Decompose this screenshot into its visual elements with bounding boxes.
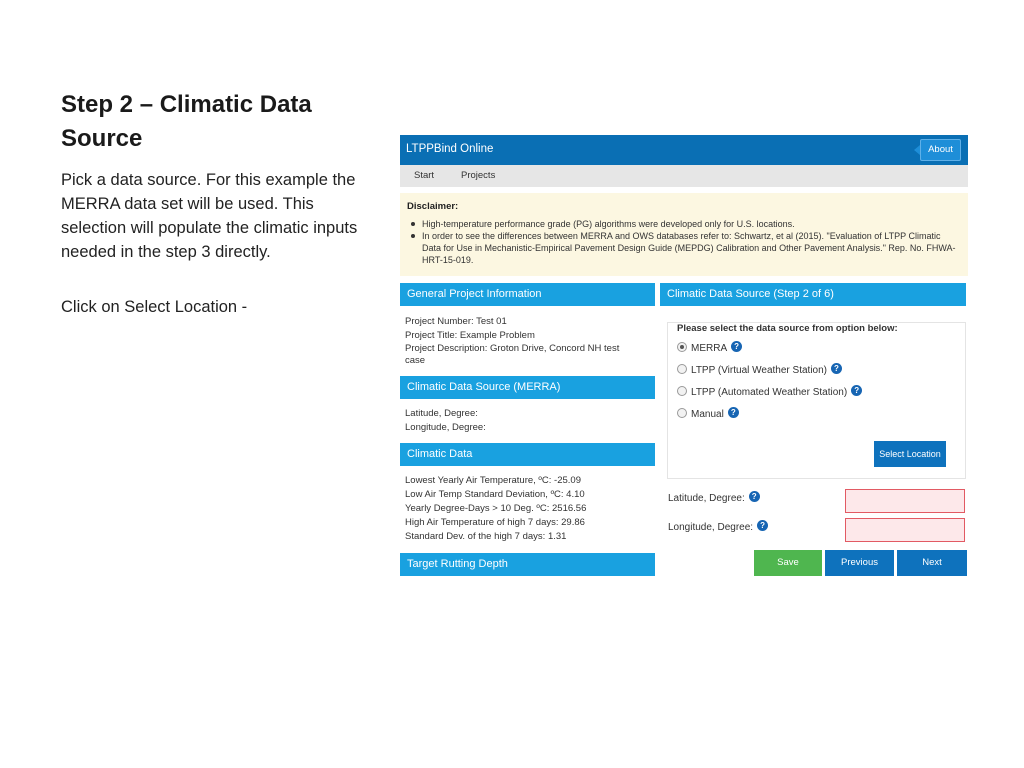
help-icon[interactable]: ? [749, 491, 760, 502]
climatic-data-line: Lowest Yearly Air Temperature, ºC: -25.09 [405, 475, 581, 486]
climatic-data-line: Standard Dev. of the high 7 days: 1.31 [405, 531, 567, 542]
previous-button[interactable]: Previous [825, 550, 894, 576]
app-nav [400, 165, 968, 187]
radio-ltpp-virtual[interactable] [677, 364, 687, 374]
nav-item-projects[interactable]: Projects [461, 170, 496, 181]
disclaimer-item: In order to see the differences between MERRA and OWS databases refer to: Schwartz, et al (2015). "Evaluation of LTPP Climatic Data for Use in Mechanistic-Empirical Pavement Design Guide (MEPDG) Calibration and Other Pavement Analysis." Rep. No. FHWA-HRT-15-019. [407, 230, 961, 266]
latitude-label-text: Latitude, Degree: [668, 493, 745, 504]
latitude-input[interactable] [845, 489, 965, 513]
help-icon[interactable]: ? [728, 407, 739, 418]
merra-longitude: Longitude, Degree: [405, 422, 486, 433]
about-button[interactable]: About [920, 139, 961, 161]
app-brand[interactable]: LTPPBind Online [406, 143, 494, 155]
merra-panel-header: Climatic Data Source (MERRA) [400, 376, 655, 399]
save-button[interactable]: Save [754, 550, 822, 576]
help-icon[interactable]: ? [831, 363, 842, 374]
option-ltpp-automated[interactable] [677, 386, 862, 400]
source-panel-header: Climatic Data Source (Step 2 of 6) [660, 283, 966, 306]
target-rutting-header[interactable]: Target Rutting Depth [400, 553, 655, 576]
ltppbind-app [400, 135, 968, 580]
climatic-data-header: Climatic Data [400, 443, 655, 466]
project-title: Project Title: Example Problem [405, 330, 535, 341]
project-number: Project Number: Test 01 [405, 316, 507, 327]
slide-title-line2: Source [61, 125, 143, 152]
climatic-data-line: Yearly Degree-Days > 10 Deg. ºC: 2516.56 [405, 503, 587, 514]
option-ltpp-virtual[interactable] [677, 364, 842, 378]
longitude-label [668, 521, 768, 535]
general-info-header: General Project Information [400, 283, 655, 306]
slide-description: Pick a data source. For this example the MERRA data set will be used. This selection will populate the climatic inputs needed in the step 3 directly. [61, 171, 358, 261]
latitude-label [668, 492, 760, 506]
next-button[interactable]: Next [897, 550, 967, 576]
option-merra[interactable] [677, 342, 742, 356]
slide-title [61, 88, 361, 156]
radio-ltpp-automated[interactable] [677, 386, 687, 396]
option-label: LTPP (Automated Weather Station) [691, 387, 848, 398]
longitude-label-text: Longitude, Degree: [668, 522, 754, 533]
disclaimer-item: High-temperature performance grade (PG) algorithms were developed only for U.S. locations. [407, 218, 961, 230]
option-label: LTPP (Virtual Weather Station) [691, 365, 827, 376]
option-manual[interactable] [677, 408, 739, 422]
longitude-input[interactable] [845, 518, 965, 542]
app-header [400, 135, 968, 165]
nav-item-start[interactable]: Start [414, 170, 435, 181]
source-prompt: Please select the data source from option below: [677, 323, 898, 334]
slide-instruction: Click on Select Location - [61, 298, 248, 316]
merra-latitude: Latitude, Degree: [405, 408, 478, 419]
climatic-data-line: Low Air Temp Standard Deviation, ºC: 4.10 [405, 489, 585, 500]
source-options-box [667, 322, 966, 479]
climatic-data-line: High Air Temperature of high 7 days: 29.86 [405, 517, 585, 528]
radio-merra[interactable] [677, 342, 687, 352]
disclaimer-title: Disclaimer: [407, 201, 459, 212]
disclaimer-list [407, 218, 961, 266]
select-location-button[interactable]: Select Location [874, 441, 946, 467]
help-icon[interactable]: ? [757, 520, 768, 531]
disclaimer-box [400, 193, 968, 276]
help-icon[interactable]: ? [731, 341, 742, 352]
radio-manual[interactable] [677, 408, 687, 418]
slide-title-line1: Step 2 – Climatic Data [61, 91, 312, 118]
option-label: MERRA [691, 343, 728, 354]
help-icon[interactable]: ? [851, 385, 862, 396]
option-label: Manual [691, 409, 724, 420]
project-description: Project Description: Groton Drive, Concord NH test case [405, 343, 620, 366]
